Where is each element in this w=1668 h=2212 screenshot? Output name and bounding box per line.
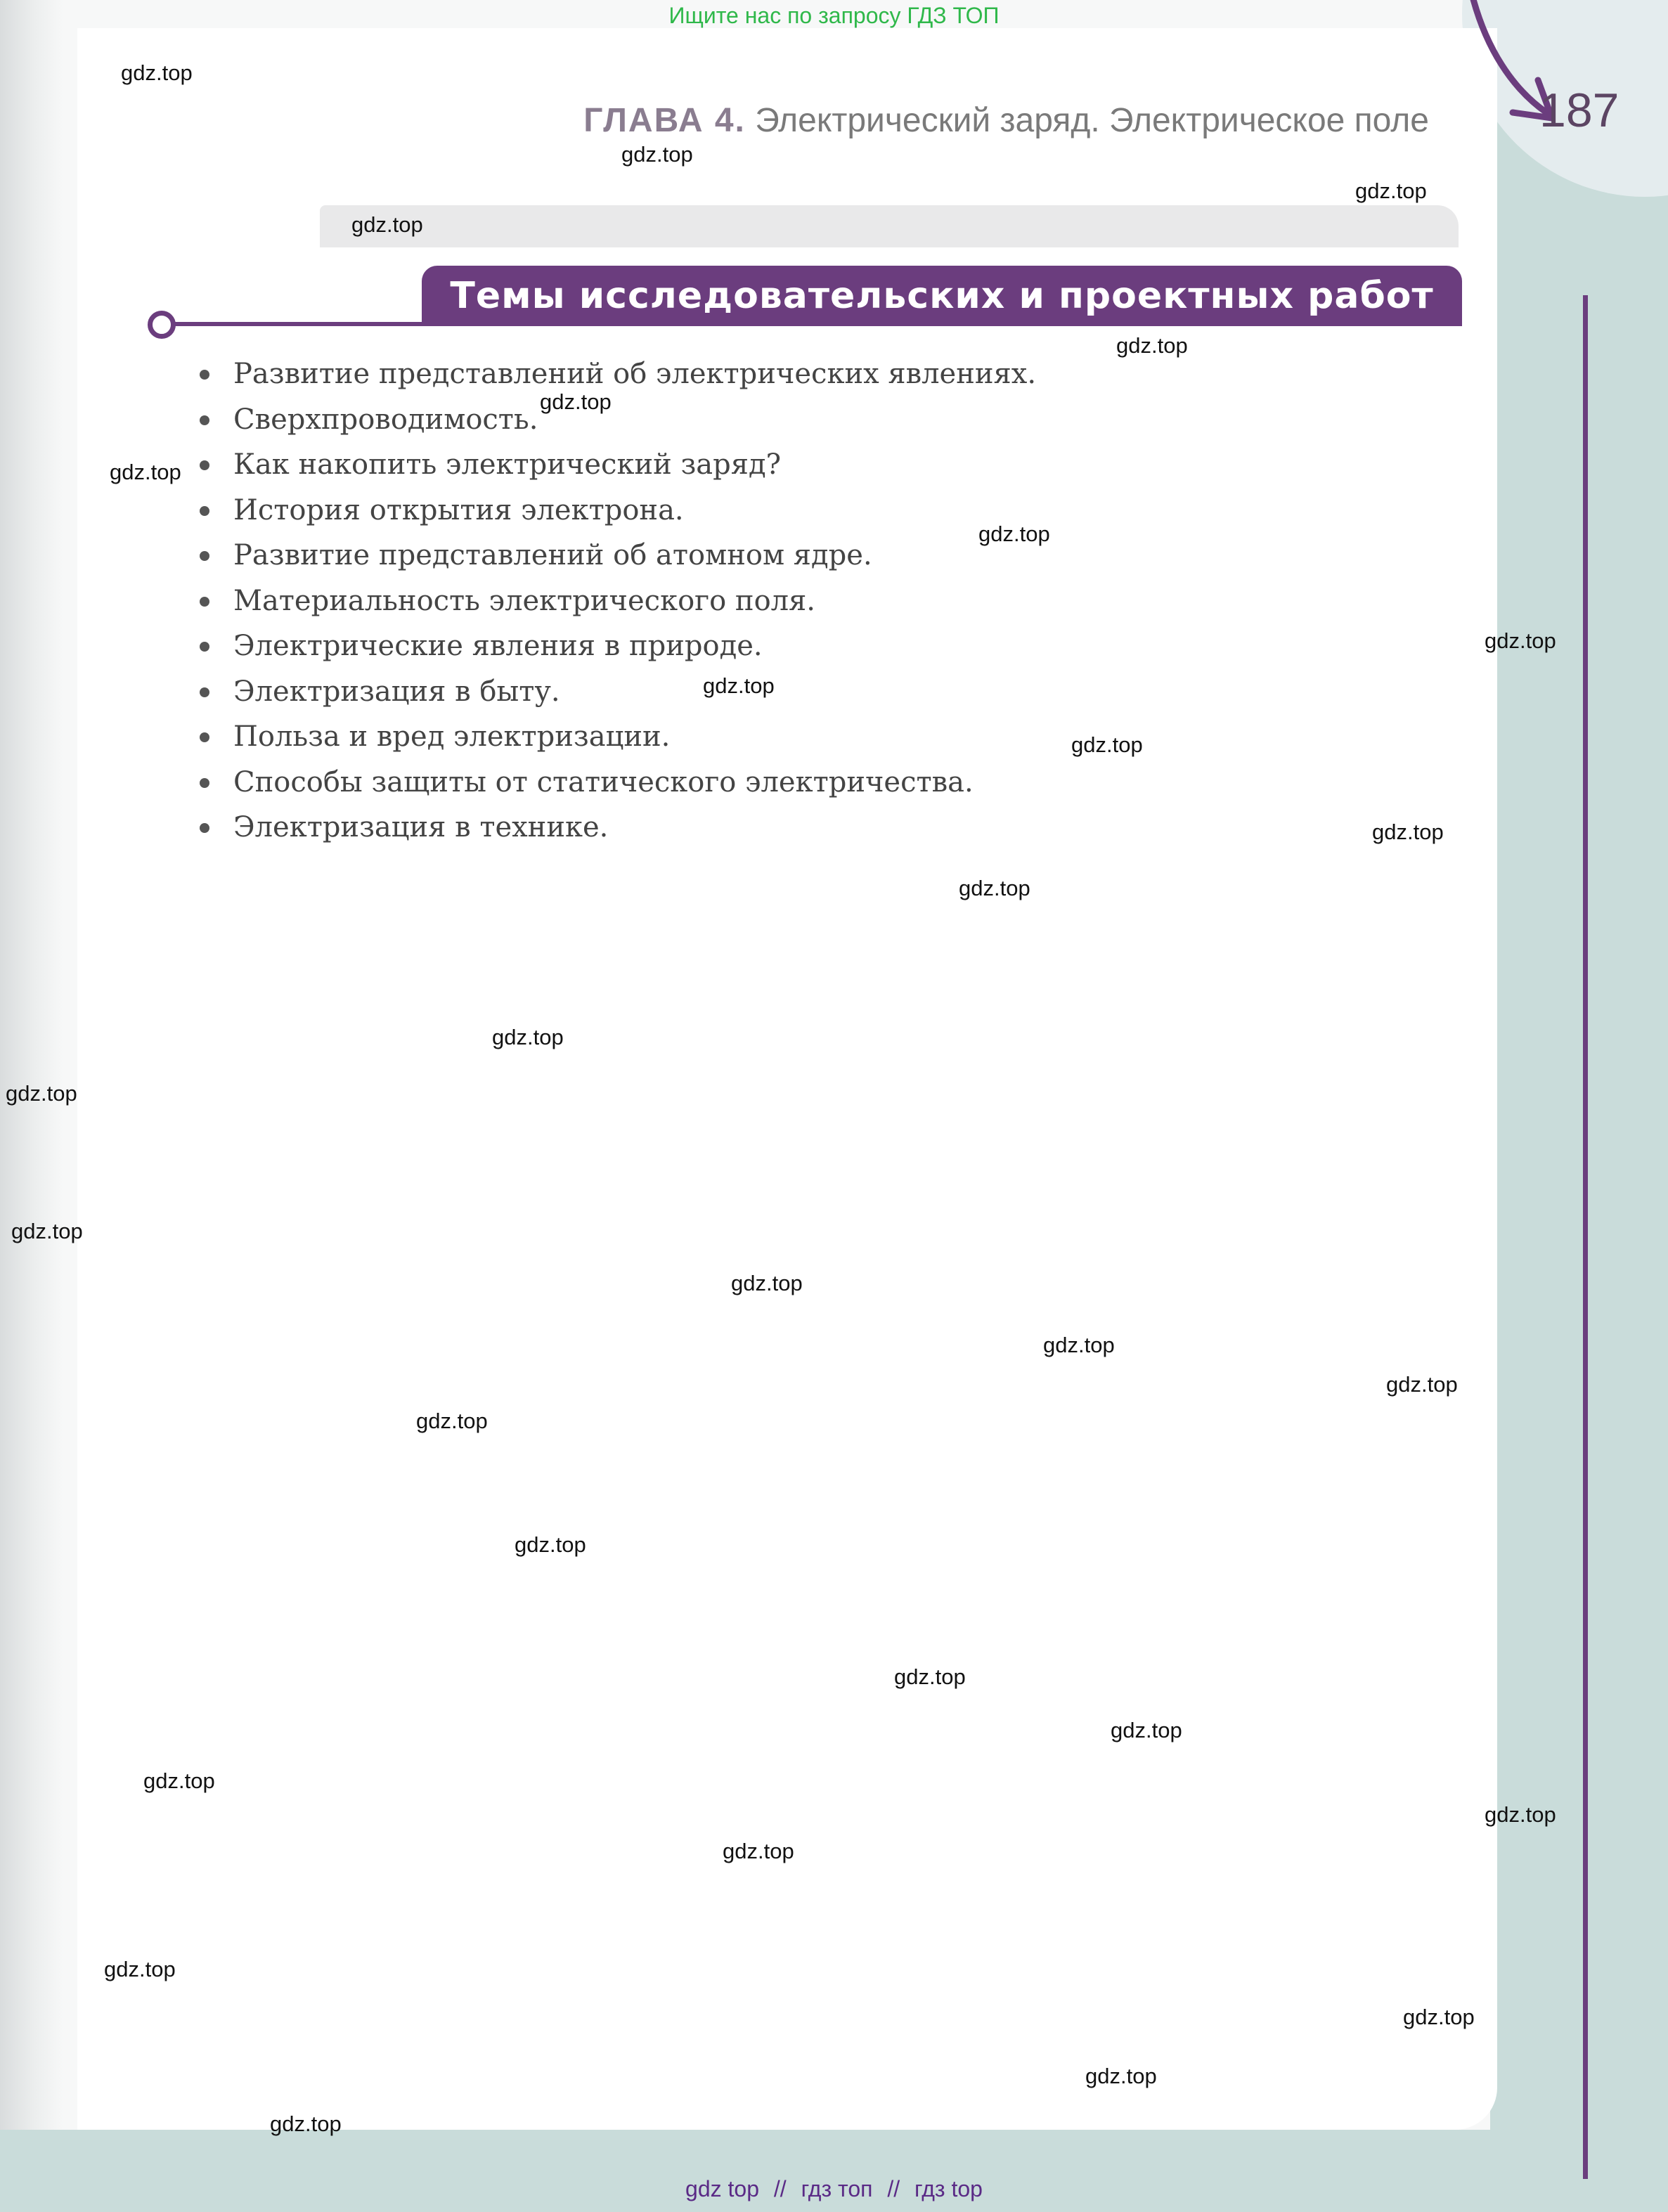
watermark: gdz.top — [351, 212, 423, 237]
watermark: gdz.top — [723, 1839, 794, 1863]
watermark: gdz.top — [515, 1532, 586, 1557]
list-item-text: Сверхпроводимость. — [233, 403, 538, 436]
bullet-icon — [200, 506, 209, 516]
watermark: gdz.top — [894, 1664, 966, 1689]
right-margin-band — [1490, 0, 1668, 2212]
list-item-text: Способы защиты от статического электричества. — [233, 765, 974, 798]
watermark: gdz.top — [1085, 2064, 1157, 2088]
footer-link[interactable]: gdz top — [685, 2176, 759, 2201]
list-item-text: Как накопить электрический заряд? — [233, 448, 782, 481]
watermark: gdz.top — [731, 1271, 803, 1295]
list-item — [197, 714, 1036, 760]
watermark: gdz.top — [959, 876, 1030, 900]
watermark: gdz.top — [540, 389, 612, 414]
right-vertical-rule — [1583, 295, 1588, 2179]
bullet-icon — [200, 460, 209, 470]
watermark: gdz.top — [1372, 820, 1444, 844]
watermark: gdz.top — [11, 1219, 83, 1243]
section-title: Темы исследовательских и проектных работ — [450, 275, 1434, 317]
bullet-icon — [200, 415, 209, 425]
list-item-text: Электрические явления в природе. — [233, 630, 763, 662]
watermark: gdz.top — [110, 460, 181, 484]
list-item-text: Польза и вред электризации. — [233, 720, 671, 753]
list-item — [197, 351, 1036, 397]
watermark: gdz.top — [703, 673, 775, 698]
section-heading-bar — [422, 266, 1462, 326]
watermark: gdz.top — [270, 2111, 342, 2136]
watermark: gdz.top — [1071, 732, 1143, 757]
list-item — [197, 760, 1036, 806]
chapter-header — [583, 101, 1429, 140]
list-item — [197, 488, 1036, 533]
chapter-label: ГЛАВА 4. — [583, 102, 746, 139]
watermark: gdz.top — [621, 142, 693, 167]
watermark: gdz.top — [1403, 2005, 1475, 2029]
list-item-text: Развитие представлений об атомном ядре. — [233, 539, 872, 571]
list-item — [197, 805, 1036, 850]
list-item — [197, 442, 1036, 488]
watermark: gdz.top — [978, 522, 1050, 546]
list-item — [197, 623, 1036, 669]
footer-separator: // — [887, 2176, 900, 2201]
content-panel — [77, 28, 1497, 2130]
footer-links — [0, 2176, 1668, 2202]
watermark: gdz.top — [1485, 1802, 1556, 1827]
list-item-text: Развитие представлений об электрических явлениях. — [233, 358, 1037, 390]
list-item-text: Материальность электрического поля. — [233, 584, 816, 617]
bullet-icon — [200, 642, 209, 652]
section-circle-marker-icon — [148, 311, 176, 339]
list-item — [197, 397, 1036, 443]
list-item-text: История открытия электрона. — [233, 493, 684, 526]
list-item-text: Электризация в технике. — [233, 811, 609, 843]
watermark: gdz.top — [104, 1957, 176, 1981]
list-item — [197, 669, 1036, 715]
bullet-icon — [200, 778, 209, 788]
bullet-icon — [200, 597, 209, 607]
watermark: gdz.top — [492, 1025, 564, 1049]
list-item-text: Электризация в быту. — [233, 675, 560, 708]
watermark: gdz.top — [121, 60, 193, 85]
footer-link[interactable]: гдз top — [914, 2176, 983, 2201]
bullet-icon — [200, 551, 209, 561]
footer-link[interactable]: гдз топ — [801, 2176, 873, 2201]
bullet-icon — [200, 687, 209, 697]
show-through-bar — [320, 205, 1459, 247]
watermark: gdz.top — [1111, 1718, 1182, 1742]
watermark: gdz.top — [1116, 333, 1188, 358]
watermark: gdz.top — [1355, 179, 1427, 203]
list-item — [197, 533, 1036, 578]
bullet-icon — [200, 732, 209, 742]
watermark: gdz.top — [1485, 628, 1556, 653]
page-number: 187 — [1539, 84, 1619, 137]
watermark: gdz.top — [416, 1409, 488, 1433]
topic-list — [197, 351, 1036, 850]
watermark: gdz.top — [1043, 1333, 1115, 1357]
watermark: gdz.top — [6, 1081, 77, 1106]
list-item — [197, 578, 1036, 624]
footer-separator: // — [773, 2176, 787, 2201]
chapter-title: Электрический заряд. Электрическое поле — [755, 102, 1429, 139]
bullet-icon — [200, 370, 209, 380]
search-banner[interactable]: Ищите нас по запросу ГДЗ ТОП — [668, 3, 1000, 28]
bullet-icon — [200, 823, 209, 833]
watermark: gdz.top — [1386, 1372, 1458, 1397]
watermark: gdz.top — [143, 1768, 215, 1793]
